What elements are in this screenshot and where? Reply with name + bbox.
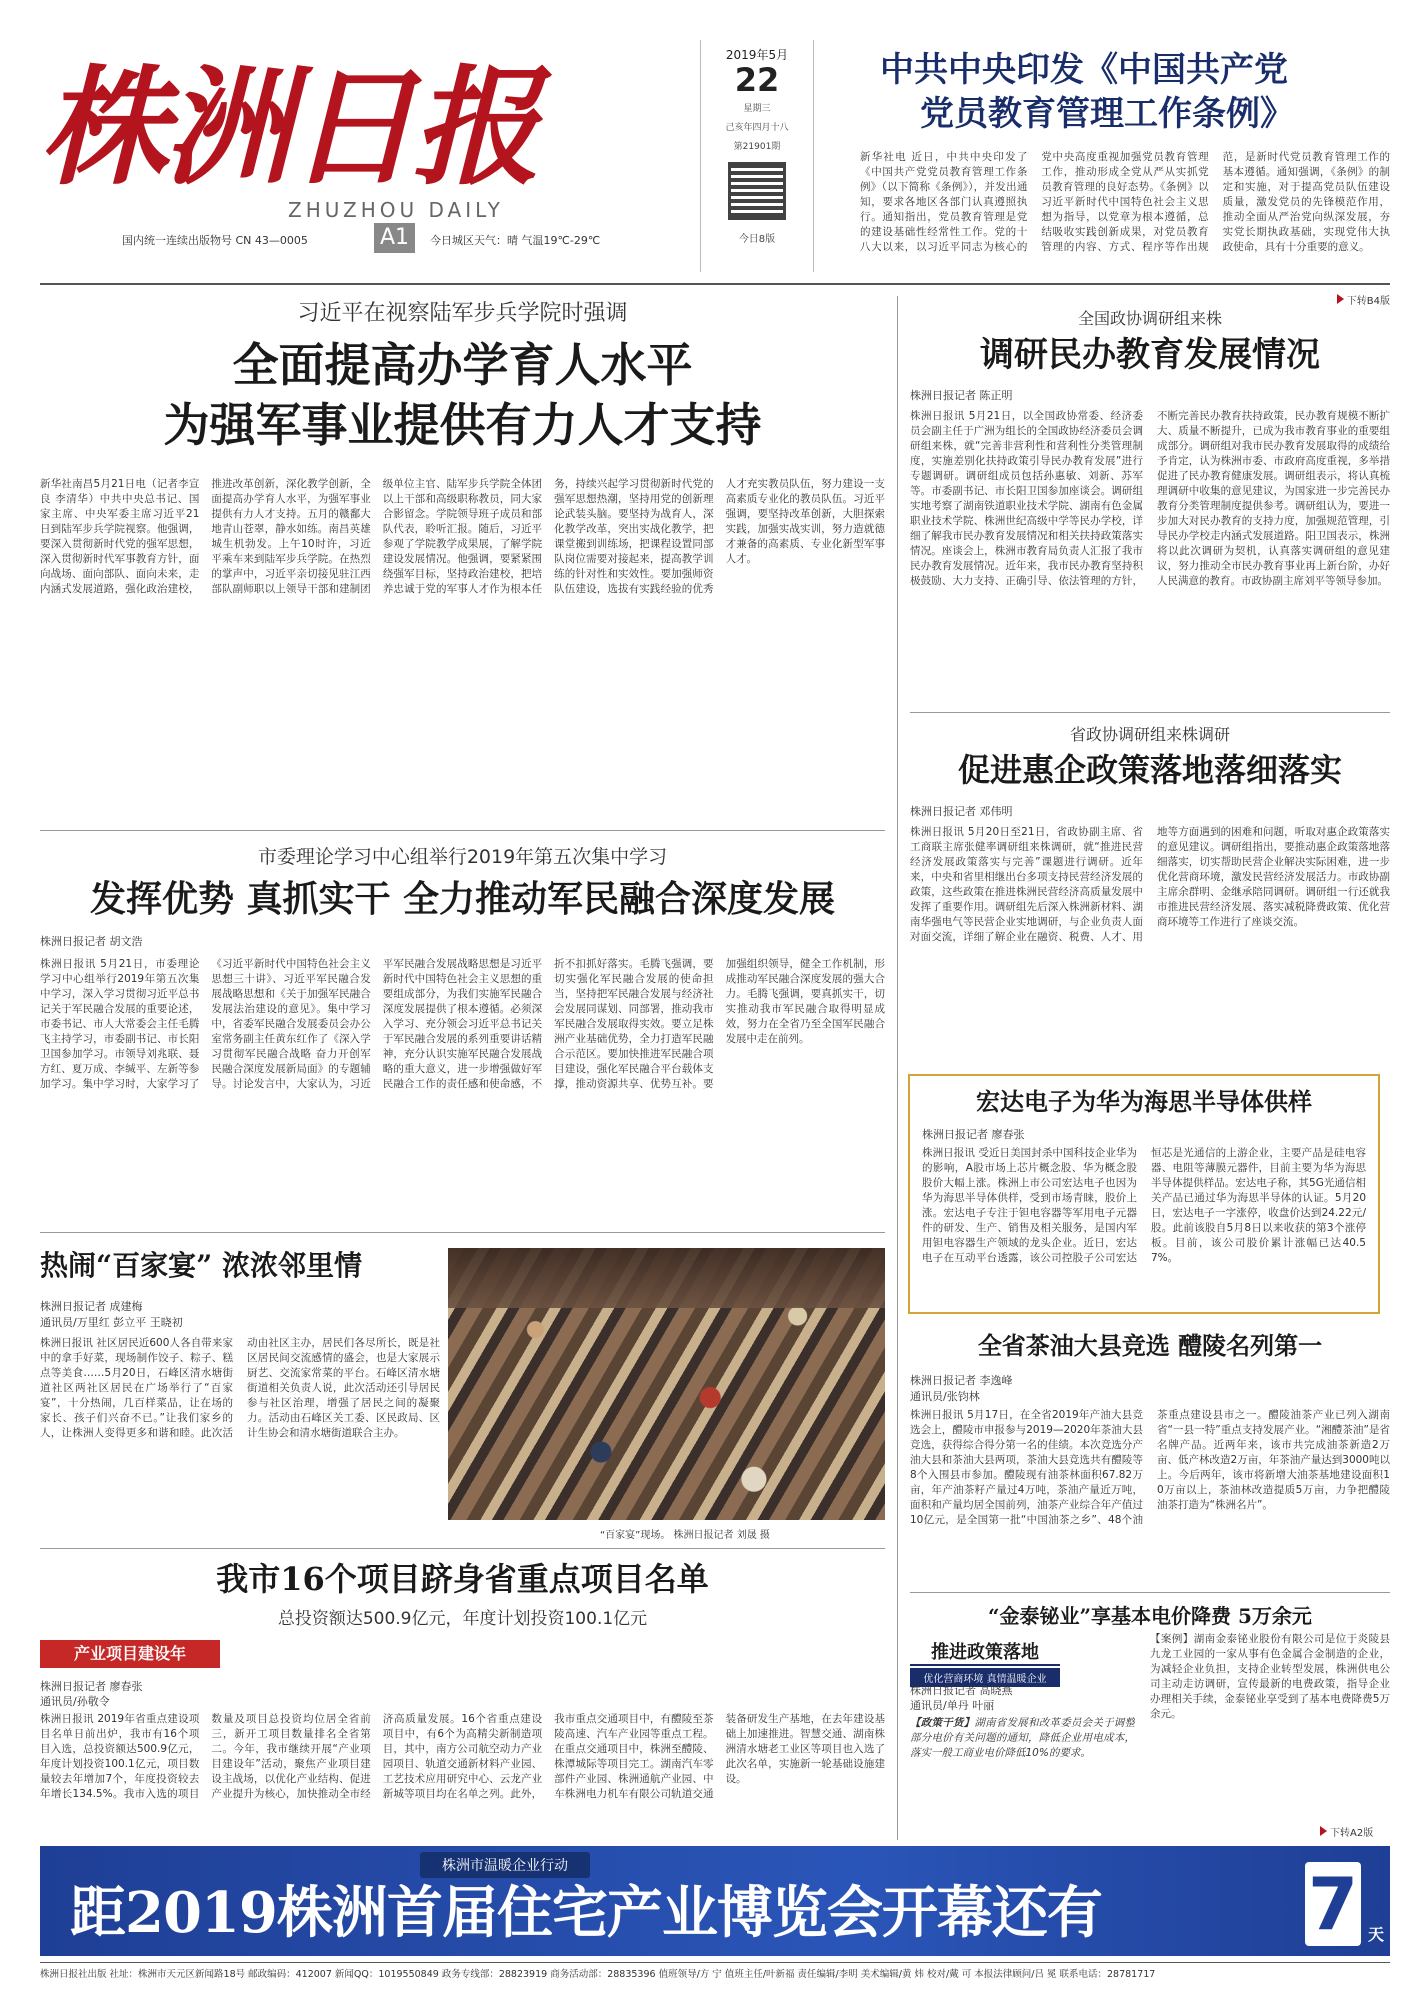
hongda-text: 株洲日报讯 受近日美国封杀中国科技企业华为的影响，A股市场上芯片概念股、华为概念股股价大幅上涨。株洲上市公司宏达电子也因为华为海思半导体供样，受到市场青睐，股价上涨。宏达电子专注于钽电容器等军用电子元器件的研发、生产、销售及相关服务，是国内军用钽电容器生产领域的龙头企业。近日，宏达电子在互动平台透露，该公司控股子公司宏达恒芯是光通信的上游企业，主要产品是硅电容器、电阻等薄膜元器件，目前主要为华为海思半导体提供样品。宏达电子称，其5G光通信相关产品已通过华为海思半导体的认证。5月20日，宏达电子一字涨停，收盘价达到24.22元/股。此前该股自5月8日以来收获的第3个涨停板。目前，该公司股价累计涨幅已达40.57%。 xyxy=(922,1147,1366,1264)
banquet-divider xyxy=(40,1548,885,1549)
banner-unit: 天 xyxy=(1368,1925,1385,1944)
banquet-caption: “百家宴”现场。 株洲日报记者 刘晟 摄 xyxy=(600,1530,770,1541)
jintai-byline2: 通讯员/单丹 叶丽 xyxy=(910,1699,995,1712)
arrow-right-icon xyxy=(1320,1826,1327,1836)
jintai-jump-label: 下转A2版 xyxy=(1330,1828,1374,1839)
lead-divider xyxy=(40,830,885,831)
lead-title xyxy=(40,335,885,455)
provincial-text: 株洲日报讯 5月20日至21日，省政协副主席、省工商联主席张健率调研组来株调研，就“推进民营经济发展政策落实与完善”课题进行调研。近年来，中央和省里相继出台多项支持民营经济发展的政策，这些政策在推进株洲民营经济高质量发展中发挥了重要作用。调研组先后深入株洲新材料、湖南华强电气等民营企业实地调研，与企业负责人面对面交流，详细了解企业在融资、税费、人才、用地等方面遇到的困难和问题，听取对惠企政策落实的意见建议。调研组指出，要推动惠企政策落地落细落实，切实帮助民营企业解决实际困难，进一步优化营商环境，激发民营经济发展活力。市政协副主席余群明、金继承陪同调研。调研组一行还就我市推进民营经济发展、落实减税降费政策、优化营商环境等工作进行了座谈交流。 xyxy=(910,826,1390,943)
civic-text: 株洲日报讯 5月21日，市委理论学习中心组举行2019年第五次集中学习，深入学习贯彻习近平总书记关于军民融合发展的重要论述，市委书记、市人大常委会主任毛腾飞主持学习，市委副书记、市长阳卫国参加学习。市领导刘兆联、聂方红、夏万成、李缄平、左新等参加学习。集中学习时，大家学习了《习近平新时代中国特色社会主义思想三十讲》、习近平军民融合发展战略思想和《关于加强军民融合发展法治建设的意见》。集中学习中，省委军民融合发展委员会办公室常务副主任黄东红作了《深入学习贯彻军民融合战略 奋力开创军民融合深度发展新局面》的专题辅导。讨论发言中，大家认为，习近平军民融合发展战略思想是习近平新时代中国特色社会主义思想的重要组成部分，为我们实施军民融合深度发展提供了根本遵循。必须深入学习、充分领会习近平总书记关于军民融合发展的系列重要讲话精神，充分认识实施军民融合发展战略的重大意义，进一步增强做好军民融合工作的责任感和使命感，不折不扣抓好落实。毛腾飞强调，要切实强化军民融合发展的使命担当，坚持把军民融合发展与经济社会发展同谋划、同部署，推动我市军民融合发展取得实效。要立足株洲产业基础优势，全力打造军民融合示范区。要加快推进军民融合项目建设，强化军民融合平台载体支撑，推动资源共享、优势互补。要加强组织领导，健全工作机制，形成推动军民融合深度发展的强大合力。毛腾飞强调，要真抓实干，切实推动我市军民融合取得明显成效，努力在全省乃至全国军民融合发展中走在前列。 xyxy=(40,958,885,1090)
arrow-right-icon xyxy=(1337,294,1344,304)
jintai-badge xyxy=(910,1638,1060,1687)
lead-title-line1: 全面提高办学育人水平 xyxy=(232,338,693,392)
projects-story xyxy=(40,1558,885,1629)
cppcc-story xyxy=(910,306,1390,739)
lead-story xyxy=(40,296,885,777)
jintai-badge-main: 推进政策落地 xyxy=(910,1638,1060,1666)
jintai-story xyxy=(910,1602,1390,1630)
civic-divider xyxy=(40,1232,885,1233)
masthead xyxy=(40,40,730,270)
jintai-title: “金泰铋业”享基本电价降费 5万余元 xyxy=(988,1604,1312,1628)
masthead-divider xyxy=(40,283,1390,285)
top-story-text: 新华社电 近日，中共中央印发了《中国共产党党员教育管理工作条例》（以下简称《条例》），并发出通知，要求各地区各部门认真遵照执行。通知指出，党员教育管理是党的建设基础性经常性工作。党的十八大以来，以习近平同志为核心的党中央高度重视加强党员教育管理工作，推动形成全党从严从实抓党员教育管理的良好态势。《条例》以习近平新时代中国特色社会主义思想为指导，以党章为根本遵循，总结吸收实践创新成果，对党员教育管理的内容、方式、程序等作出规范，是新时代党员教育管理工作的基本遵循。通知强调，《条例》的制定和实施，对于提高党员队伍建设质量，激发党员的先锋模范作用，推动全面从严治党向纵深发展，夯实党长期执政基础，实现党伟大执政使命，具有十分重要的意义。 xyxy=(860,151,1390,253)
masthead-pinyin: ZHUZHOU DAILY xyxy=(288,198,504,222)
tea-byline: 株洲日报记者 李逸峰 xyxy=(910,1374,1013,1387)
lead-text: 新华社南昌5月21日电（记者李宣良 李清华）中共中央总书记、国家主席、中央军委主席习近平21日到陆军步兵学院视察。他强调，要深入贯彻新时代党的强军思想，深入贯彻新时代军事教育方针，面向战场、面向部队、面向未来，走内涵式发展道路，强化政治建校，推进改革创新，深化教学创新，全面提高办学育人水平，为强军事业提供有力人才支持。五月的赣鄱大地青山苍翠，静水如练。南昌英雄城生机勃发。上午10时许，习近平乘车来到陆军步兵学院。在热烈的掌声中，习近平亲切接见驻江西部队副师职以上领导干部和建制团级单位主官、陆军步兵学院全体团以上干部和高级职称教员，同大家合影留念。学院领导班子成员和部队代表，聆听汇报。随后，习近平参观了学院教学成果展，了解学院建设发展情况。他强调，要紧紧围绕强军目标，坚持政治建校，把培养忠诚于党的军事人才作为根本任务，持续兴起学习贯彻新时代党的强军思想热潮，坚持用党的创新理论武装头脑。要坚持为战育人，深化教学改革，突出实战化教学，把课堂搬到训练场，把课程设置同部队岗位需要对接起来，提高教学训练的针对性和实效性。要加强师资队伍建设，选拔有实践经验的优秀人才充实教员队伍，努力建设一支高素质专业化的教员队伍。习近平强调，要坚持改革创新，大胆探索实践，加强实战实训，努力造就德才兼备的高素质、专业化新型军事人才。 xyxy=(40,478,885,595)
date-box xyxy=(700,40,814,272)
projects-title: 我市16个项目跻身省重点项目名单 xyxy=(216,1560,709,1598)
tea-text: 株洲日报讯 5月17日，在全省2019年产油大县竞选会上，醴陵市申报参与2019—2020年茶油大县竞选，获得综合得分第一名的佳绩。本次竞选分产油大县和茶油大县两项，茶油大县竞选共有醴陵等8个入围县市参加。醴陵现有油茶林面积67.82万亩，年产油茶籽产量过4万吨，茶油产量近万吨，面积和产量均居全国前列，油茶产业综合年产值过10亿元，是全国第一批“中国油茶之乡”、48个油茶重点建设县市之一。醴陵油茶产业已列入湖南省“一县一特”重点支持发展产业。“湘醴茶油”是省名牌产品。近两年来，该市共完成油茶新造2万亩、低产林改造2万亩，年茶油产量达到3000吨以上。今后两年，该市将新增大油茶基地建设面积10万亩以上，茶油林改造提质5万亩，力争把醴陵油茶打造为“株洲名片”。 xyxy=(910,1409,1390,1526)
expo-banner xyxy=(40,1846,1390,1956)
cppcc-byline: 株洲日报记者 陈正明 xyxy=(910,389,1013,402)
jintai-policy xyxy=(910,1716,1135,1834)
lead-kicker: 习近平在视察陆军步兵学院时强调 xyxy=(297,301,628,326)
cppcc-title: 调研民办教育发展情况 xyxy=(980,335,1320,375)
masthead-logo: 株洲日报 xyxy=(40,53,537,203)
tea-byline2: 通讯员/张钧林 xyxy=(910,1390,980,1403)
provincial-story xyxy=(910,722,1390,1050)
cppcc-divider xyxy=(910,712,1390,713)
civic-story xyxy=(40,842,885,1197)
projects-text-a xyxy=(40,1712,885,1840)
jintai-case: 【案例】湖南金泰铋业股份有限公司是位于炎陵县九龙工业园的一家从事有色金属合金制造的企业，为减轻企业负担，支持企业转型发展，株洲供电公司主动走访调研，宣传最新的电费政策，指导企业办理相关手续，金泰铋业享受到了基本电费降费5万余元。 xyxy=(1150,1633,1390,1720)
banner-number: 7 xyxy=(1307,1862,1359,1946)
tea-title: 全省茶油大县竞选 醴陵名列第一 xyxy=(977,1331,1323,1360)
projects-section-tag: 产业项目建设年 xyxy=(40,1640,220,1668)
tea-divider xyxy=(910,1592,1390,1593)
lead-title-line2: 为强军事业提供有力人才支持 xyxy=(163,398,762,452)
banquet-photo xyxy=(448,1248,885,1520)
year-month: 2019年5月 xyxy=(725,48,789,62)
provincial-title: 促进惠企政策落地落细落实 xyxy=(957,751,1342,789)
banquet-byline2: 通讯员/万里红 彭立平 王晓初 xyxy=(40,1316,183,1329)
cn-number: 国内统一连续出版物号 CN 43—0005 xyxy=(122,234,308,247)
top-story-title-line1: 中共中央印发《中国共产党 xyxy=(880,50,1288,90)
top-story-title xyxy=(860,48,1390,136)
banner-label: 株洲市温暖企业行动 xyxy=(420,1852,590,1878)
top-story xyxy=(860,48,1390,307)
jintai-byline: 株洲日报记者 高晓燕 xyxy=(910,1684,1013,1697)
civic-byline: 株洲日报记者 胡文浩 xyxy=(40,935,143,948)
provincial-byline: 株洲日报记者 邓伟明 xyxy=(910,805,1013,818)
jintai-policy-text: 湖南省发展和改革委员会关于调整部分电价有关问题的通知，降低企业用电成本，落实一般工商业电价降低10%的要求。 xyxy=(910,1717,1135,1759)
hongda-byline: 株洲日报记者 廖春张 xyxy=(922,1128,1025,1141)
center-column-rule xyxy=(897,296,898,1840)
issue-number: 第21901期 xyxy=(733,142,781,152)
banquet-text: 株洲日报讯 社区居民近600人各自带来家中的拿手好菜，现场制作饺子、粽子、糕点等美食……5月20日，石峰区清水塘街道社区两社区居民在广场举行了“百家宴”，十分热闹，几百样菜品，让在场的家长、孩子们兴奋不已。”让我们家乡的人，让株洲人变得更多和谐和睦。此次活动由社区主办，居民们各尽所长，既是社区居民间交流感情的盛会，也是大家展示厨艺、交流家常菜的平台。石峰区清水塘街道相关负责人说，此次活动还引导居民参与社区治理，增强了居民之间的凝聚力。活动由石峰区关工委、区民政局、区计生协会和清水塘街道联合主办。 xyxy=(40,1337,440,1439)
civic-kicker: 市委理论学习中心组举行2019年第五次集中学习 xyxy=(257,846,668,868)
projects-byline2: 通讯员/孙敬令 xyxy=(40,1695,110,1708)
banner-number-box xyxy=(1305,1862,1361,1946)
hongda-title: 宏达电子为华为海思半导体供样 xyxy=(976,1087,1312,1116)
provincial-kicker: 省政协调研组来株调研 xyxy=(1069,725,1230,744)
top-story-jump[interactable] xyxy=(1337,292,1390,307)
banquet-title: 热闹“百家宴” 浓浓邻里情 xyxy=(40,1249,362,1282)
weather: 今日城区天气：晴 气温19℃-29℃ xyxy=(430,234,601,247)
projects-text: 株洲日报讯 2019年省重点建设项目名单日前出炉，我市有16个项目入选，总投资额达500.9亿元，年度计划投资100.1亿元，项目数量较去年增加7个，年度投资较去年增长134.5%。我市入选的项目数量及项目总投资均位居全省前三，新开工项目数量排名全省第二。今年，我市继续开展“产业项目建设年”活动，聚焦产业项目建设主战场，以优化产业结构、促进产业提升为核心，加快推动全市经济高质量发展。16个省重点建设项目中，有6个为高精尖新制造项目，其中，南方公司航空动力产业园项目、轨道交通新材料产业园、工艺技术应用研究中心、云龙产业新城等项目均在名单之列。此外，我市重点交通项目中，有醴陵至茶陵高速、汽车产业园等重点工程。在重点交通项目中，株洲至醴陵、株潭城际等项目完工。湖南汽车零部件产业园、株洲通航产业园、中车株洲电力机车有限公司轨道交通装备研发生产基地，在去年建设基础上加速推进。智慧交通、湖南株洲清水塘老工业区等项目也入选了此次名单，实施新一轮基础设施建设。 xyxy=(40,1713,885,1800)
footer-info: 株洲日报社出版 社址：株洲市天元区新闻路18号 邮政编码：412007 新闻QQ：1019550849 政务专线部：28823919 商务活动部：28835396 值班领导/方 宁 值班主任/叶新福 责任编辑/李明 美术编辑/黄 炜 校对/戴 可 本报法律顾问/吕 冕 联系电话：28781717 xyxy=(40,1969,1156,1980)
civic-title: 发挥优势 真抓实干 全力推动军民融合深度发展 xyxy=(89,878,836,920)
banquet-byline: 株洲日报记者 成建梅 xyxy=(40,1300,143,1313)
cppcc-text: 株洲日报讯 5月21日，以全国政协常委、经济委员会副主任于广洲为组长的全国政协经济委员会调研组来株，就“完善非营利性和营利性分类管理制度，实施差别化扶持政策引导民办教育发展”进行专题调研。调研组成员包括孙惠敏、刘新、苏军等。市委副书记、市长阳卫国参加座谈会。调研组实地考察了湖南铁道职业技术学院、湖南有色金属职业技术学院、株洲世纪高级中学等民办学校，详细了解我市民办教育发展情况和相关扶持政策落实情况。座谈会上，株洲市教育局负责人汇报了我市民办教育发展情况。近年来，我市民办教育坚持积极鼓励、大力支持、正确引导、依法管理的方针，不断完善民办教育扶持政策，民办教育规模不断扩大、质量不断提升，已成为我市教育事业的重要组成部分。调研组对我市民办教育发展取得的成绩给予肯定，认为株洲市委、市政府高度重视，多举措促进了民办教育健康发展。调研组表示，将认真梳理调研中收集的意见建议，为国家进一步完善民办教育分类管理制度提供参考。调研组认为，要进一步加大对民办教育的支持力度，加强规范管理，引导民办学校走内涵式发展道路。阳卫国表示，株洲将以此次调研为契机，认真落实调研组的意见建议，努力推动全市民办教育事业再上新台阶，办好人民满意的教育。市政协副主席刘平等领导参加。 xyxy=(910,410,1390,587)
lunar-date: 己亥年四月十八 xyxy=(725,123,789,133)
edition-badge: A1 xyxy=(374,223,415,253)
projects-byline: 株洲日报记者 廖春张 xyxy=(40,1680,143,1693)
cppcc-kicker: 全国政协调研组来株 xyxy=(1077,309,1222,328)
tea-story xyxy=(910,1330,1390,1588)
jintai-policy-label: 【政策干货】 xyxy=(910,1717,975,1729)
page-count: 今日8版 xyxy=(738,234,776,245)
jintai-badge-sub: 优化营商环境 真情温暖企业 xyxy=(910,1668,1060,1687)
weekday: 星期三 xyxy=(743,104,771,114)
top-story-title-line2: 党员教育管理工作条例》 xyxy=(920,94,1294,134)
banquet-story xyxy=(40,1248,440,1566)
footer-rule xyxy=(40,1962,1390,1963)
banner-countdown-text: 距2019株洲首届住宅产业博览会开幕还有 xyxy=(70,1880,1102,1946)
day-number: 22 xyxy=(734,61,780,99)
top-story-jump-label: 下转B4版 xyxy=(1346,296,1390,307)
hongda-box xyxy=(908,1074,1380,1314)
jintai-jump[interactable] xyxy=(1320,1824,1373,1839)
qr-code xyxy=(728,162,786,220)
photo-stage xyxy=(448,1248,885,1308)
projects-subtitle: 总投资额达500.9亿元，年度计划投资100.1亿元 xyxy=(277,1609,648,1629)
